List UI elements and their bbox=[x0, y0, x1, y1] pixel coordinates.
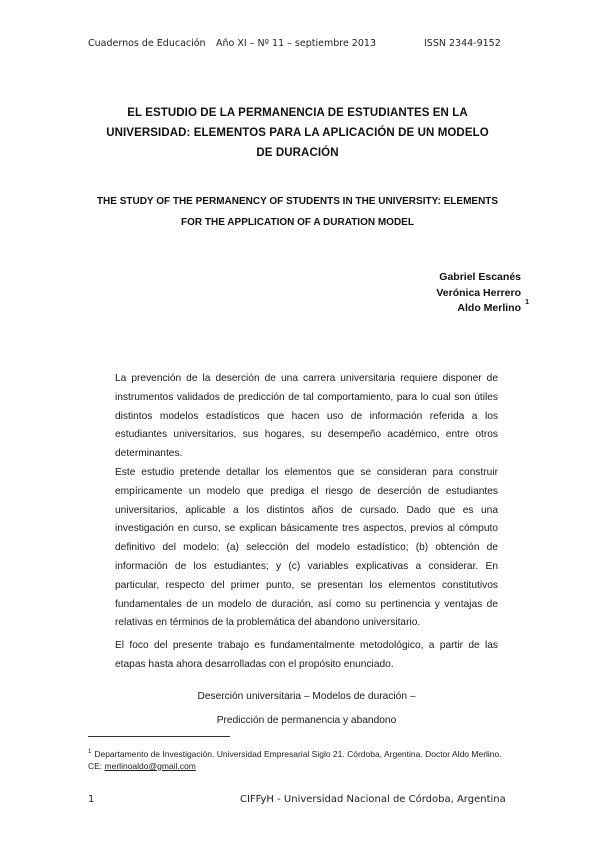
keywords-line: Deserción universitaria – Modelos de duración – bbox=[197, 691, 416, 702]
author-name: Gabriel Escanés bbox=[439, 271, 521, 283]
title-english: THE STUDY OF THE PERMANENCY OF STUDENTS IN THE UNIVERSITY: ELEMENTS FOR THE APPLICATION OF A DURATION MODEL bbox=[96, 196, 499, 228]
abstract-paragraph: La prevención de la deserción de una carrera universitaria requiere disponer de instrumentos validados de predicción de tal comportamiento, para lo cual son útiles distintos modelos estadísticos que hacen uso de información referida a los estudiantes universitarios, sus hogares, su desempeño académico, entre otros determinantes. bbox=[115, 373, 498, 460]
footer-institution: CIFFyH - Universidad Nacional de Córdoba, Argentina bbox=[240, 794, 506, 805]
keywords bbox=[115, 685, 498, 733]
title-spanish: EL ESTUDIO DE LA PERMANENCIA DE ESTUDIANTES EN LA UNIVERSIDAD: ELEMENTOS PARA LA APLICACIÓN DE UN MODELO DE DURACIÓN bbox=[106, 107, 489, 159]
footnote-text: Departamento de Investigación. Universidad Empresarial Siglo 21. Córdoba, Argentina. Doctor Aldo Merlino. CE: bbox=[88, 748, 502, 771]
author-name: Verónica Herrero bbox=[436, 286, 521, 299]
footnote-divider bbox=[88, 736, 230, 737]
author-list bbox=[436, 270, 529, 317]
page-number: 1 bbox=[88, 794, 95, 805]
abstract bbox=[115, 370, 498, 675]
author-name-with-mark bbox=[436, 299, 529, 317]
footnote bbox=[88, 746, 518, 772]
author-name: Aldo Merlino bbox=[457, 302, 521, 314]
header-issue: Año XI – Nº 11 – septiembre 2013 bbox=[216, 38, 376, 49]
abstract-paragraph: Este estudio pretende detallar los elementos que se consideran para construir empíricamente un modelo que prediga el riesgo de deserción de estudiantes universitarios, aplicable a los distintos años de cursado. Dado que es una investigación en curso, se explican básicamente tres aspectos, previos al cómputo definitivo del modelo: (a) selección del modelo estadístico; (b) obtención de información de los estudiantes; y (c) variables explicativas a considerar. En particular, respecto del primer punto, se presentan los elementos constitutivos fundamentales de un modelo de duración, así como su pertinencia y ventajas de relativas en términos de la problemática del abandono universitario. bbox=[115, 466, 498, 629]
footnote-reference[interactable]: 1 bbox=[525, 299, 529, 306]
footnote-mark: 1 bbox=[88, 749, 92, 755]
footnote-email-link[interactable]: merlinoaldo@gmail.com bbox=[104, 760, 196, 771]
header-journal: Cuadernos de Educación bbox=[88, 38, 206, 49]
header-issn: ISSN 2344-9152 bbox=[424, 38, 501, 49]
abstract-paragraph: El foco del presente trabajo es fundamentalmente metodológico, a partir de las etapas hasta ahora desarrolladas con el propósito enunciado. bbox=[115, 640, 498, 670]
keywords-line: Predicción de permanencia y abandono bbox=[216, 715, 397, 726]
